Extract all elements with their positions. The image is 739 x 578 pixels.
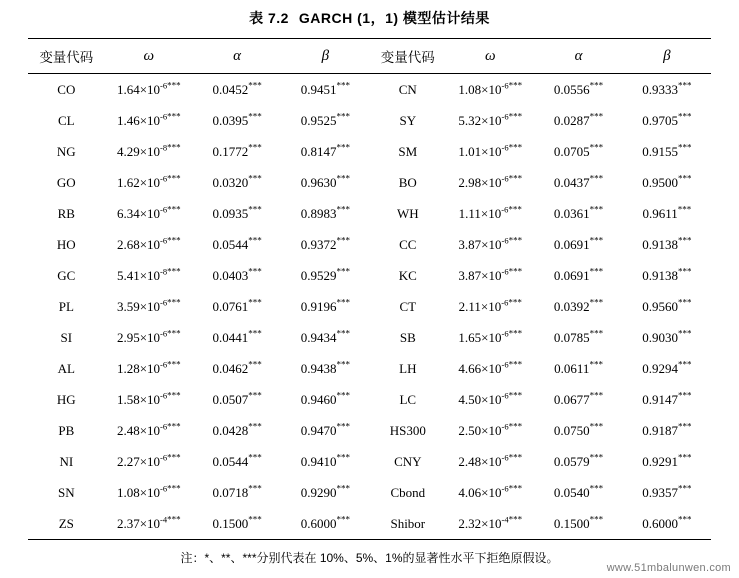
cell-left-code: PB — [58, 422, 75, 438]
table-row — [28, 446, 711, 477]
cell-right-alpha: 0.0705*** — [553, 142, 604, 159]
table-row — [28, 167, 711, 198]
cell-left-code: HO — [56, 236, 76, 252]
table-row — [28, 136, 711, 167]
cell-left-beta: 0.9410*** — [300, 452, 350, 469]
cell-right-omega: $5.32\times 10^{-6***}$ — [458, 111, 523, 128]
cell-right-alpha: 0.0392*** — [553, 297, 604, 314]
cell-right-omega: $2.32\times 10^{-4***}$ — [446, 508, 534, 540]
cell-left-omega: $2.68\times 10^{-6***}$ — [116, 235, 181, 252]
cell-right-alpha: 0.0785*** — [553, 328, 604, 345]
cell-left-alpha: 0.0441*** — [212, 328, 262, 345]
cell-left-code: HG — [56, 391, 76, 407]
cell-left-alpha: 0.0452*** — [212, 80, 262, 97]
watermark: www.51mbalunwen.com — [606, 562, 731, 574]
cell-right-beta: 0.9155*** — [642, 142, 692, 159]
cell-left-beta: 0.9438*** — [300, 359, 350, 376]
cell-right-beta: 0.9705*** — [642, 111, 692, 128]
cell-right-code: SM — [398, 143, 418, 159]
cell-left-beta: 0.9630*** — [300, 173, 350, 190]
table-header-row — [28, 39, 711, 74]
cell-left-omega: $2.27\times 10^{-6***}$ — [116, 452, 181, 469]
cell-left-alpha: 0.0462*** — [212, 359, 262, 376]
header-left-beta: β — [281, 39, 369, 74]
cell-right-code: Cbond — [390, 484, 426, 500]
cell-left-code: CO — [57, 81, 76, 97]
cell-right-code: BO — [398, 174, 417, 190]
cell-right-beta: 0.9291*** — [642, 452, 692, 469]
cell-right-beta: 0.9138*** — [642, 235, 692, 252]
cell-right-alpha: 0.0579*** — [553, 452, 604, 469]
cell-left-alpha: 0.0544*** — [212, 235, 262, 252]
cell-right-alpha: 0.0677*** — [553, 390, 604, 407]
cell-right-code: CT — [399, 298, 417, 314]
table-row — [28, 229, 711, 260]
cell-right-beta: 0.9187*** — [642, 421, 692, 438]
cell-left-omega: $3.59\times 10^{-6***}$ — [116, 297, 181, 314]
cell-left-beta: 0.9290*** — [300, 483, 350, 500]
cell-right-beta: 0.9294*** — [642, 359, 692, 376]
cell-left-beta: 0.6000*** — [281, 508, 369, 540]
cell-left-alpha: 0.0935*** — [212, 204, 262, 221]
table-row — [28, 477, 711, 508]
cell-left-beta: 0.9470*** — [300, 421, 350, 438]
cell-right-code: SY — [399, 112, 417, 128]
cell-right-omega: $3.87\times 10^{-6***}$ — [458, 266, 523, 283]
table-caption-text: GARCH (1，1) 模型估计结果 — [298, 10, 490, 26]
cell-right-alpha: 0.0361*** — [553, 204, 604, 221]
cell-right-omega: $4.06\times 10^{-6***}$ — [458, 483, 523, 500]
cell-right-omega: $2.48\times 10^{-6***}$ — [458, 452, 523, 469]
cell-right-code: SB — [399, 329, 416, 345]
cell-left-beta: 0.9372*** — [300, 235, 350, 252]
cell-right-code: LC — [399, 391, 417, 407]
cell-right-omega: $1.11\times 10^{-6***}$ — [458, 204, 522, 221]
cell-right-beta: 0.9560*** — [642, 297, 692, 314]
cell-left-omega: $1.64\times 10^{-6***}$ — [116, 80, 181, 97]
cell-right-beta: 0.9030*** — [642, 328, 692, 345]
cell-right-code: HS300 — [389, 422, 426, 438]
cell-left-omega: $1.58\times 10^{-6***}$ — [116, 390, 181, 407]
cell-left-alpha: 0.0428*** — [212, 421, 262, 438]
header-right-alpha: α — [534, 39, 622, 74]
cell-left-alpha: 0.0761*** — [212, 297, 262, 314]
cell-right-beta: 0.9500*** — [642, 173, 692, 190]
cell-right-beta: 0.9357*** — [642, 483, 692, 500]
header-right-omega: ω — [446, 39, 534, 74]
cell-left-beta: 0.9460*** — [300, 390, 350, 407]
table-row — [28, 322, 711, 353]
cell-right-omega: $2.98\times 10^{-6***}$ — [458, 173, 523, 190]
cell-right-beta: 0.9147*** — [642, 390, 692, 407]
cell-right-code: WH — [396, 205, 419, 221]
cell-right-alpha: 0.0611*** — [554, 359, 603, 376]
cell-left-alpha: 0.0718*** — [212, 483, 262, 500]
cell-left-code: AL — [57, 360, 75, 376]
cell-left-beta: 0.9196*** — [300, 297, 350, 314]
cell-left-omega: $1.08\times 10^{-6***}$ — [116, 483, 181, 500]
cell-right-beta: 0.9138*** — [642, 266, 692, 283]
cell-right-alpha: 0.0691*** — [553, 266, 604, 283]
cell-left-code: GC — [57, 267, 76, 283]
cell-left-code: CL — [58, 112, 75, 128]
cell-left-omega: $4.29\times 10^{-8***}$ — [116, 142, 181, 159]
table-row — [28, 198, 711, 229]
cell-left-beta: 0.8983*** — [300, 204, 350, 221]
header-left-code: 变量代码 — [28, 39, 105, 74]
cell-right-omega: $2.50\times 10^{-6***}$ — [458, 421, 523, 438]
cell-left-beta: 0.9525*** — [300, 111, 350, 128]
cell-right-alpha: 0.0750*** — [553, 421, 604, 438]
cell-right-code: CN — [398, 81, 417, 97]
cell-right-code: Shibor — [369, 508, 446, 540]
cell-left-code: ZS — [28, 508, 105, 540]
table-row — [28, 384, 711, 415]
cell-right-alpha: 0.0556*** — [553, 80, 604, 97]
cell-left-omega: $1.62\times 10^{-6***}$ — [116, 173, 181, 190]
table-body — [28, 74, 711, 540]
cell-left-alpha: 0.1772*** — [212, 142, 262, 159]
table-row — [28, 74, 711, 106]
cell-right-omega: $4.50\times 10^{-6***}$ — [458, 390, 523, 407]
header-right-beta: β — [623, 39, 711, 74]
cell-left-beta: 0.8147*** — [300, 142, 350, 159]
cell-right-beta: 0.6000*** — [623, 508, 711, 540]
table-row — [28, 508, 711, 540]
cell-right-omega: $4.66\times 10^{-6***}$ — [458, 359, 523, 376]
cell-left-alpha: 0.0507*** — [212, 390, 262, 407]
cell-right-code: KC — [398, 267, 417, 283]
table-row — [28, 291, 711, 322]
cell-left-alpha: 0.1500*** — [193, 508, 281, 540]
header-left-alpha: α — [193, 39, 281, 74]
cell-left-code: RB — [57, 205, 75, 221]
cell-left-code: SN — [58, 484, 75, 500]
cell-left-beta: 0.9529*** — [300, 266, 350, 283]
cell-left-omega: $2.95\times 10^{-6***}$ — [116, 328, 181, 345]
header-left-omega: ω — [105, 39, 193, 74]
table-row — [28, 105, 711, 136]
cell-right-code: LH — [399, 360, 417, 376]
cell-right-omega: $1.08\times 10^{-6***}$ — [458, 80, 523, 97]
cell-right-alpha: 0.0437*** — [553, 173, 604, 190]
cell-left-code: PL — [58, 298, 74, 314]
cell-right-alpha: 0.0691*** — [553, 235, 604, 252]
cell-left-omega: $1.28\times 10^{-6***}$ — [116, 359, 181, 376]
cell-right-alpha: 0.0540*** — [553, 483, 604, 500]
cell-left-omega: $1.46\times 10^{-6***}$ — [116, 111, 181, 128]
table-row — [28, 415, 711, 446]
cell-left-code: GO — [56, 174, 76, 190]
cell-right-code: CC — [399, 236, 417, 252]
cell-right-alpha: 0.1500*** — [534, 508, 622, 540]
table-caption-number: 表 7.2 — [249, 10, 289, 26]
cell-left-omega: $6.34\times 10^{-6***}$ — [116, 204, 181, 221]
cell-left-alpha: 0.0320*** — [212, 173, 262, 190]
cell-left-code: NG — [56, 143, 76, 159]
cell-right-alpha: 0.0287*** — [553, 111, 604, 128]
cell-left-beta: 0.9434*** — [300, 328, 350, 345]
cell-right-omega: $1.01\times 10^{-6***}$ — [458, 142, 523, 159]
cell-right-omega: $1.65\times 10^{-6***}$ — [458, 328, 523, 345]
cell-right-beta: 0.9611*** — [642, 204, 692, 221]
garch-results-table — [28, 38, 711, 540]
cell-left-omega: $2.48\times 10^{-6***}$ — [116, 421, 181, 438]
cell-left-code: NI — [59, 453, 74, 469]
cell-right-code: CNY — [394, 453, 422, 469]
table-note: 注：*、**、***分别代表在 10%、5%、1%的显著性水平下拒绝原假设。 — [180, 551, 559, 565]
cell-left-alpha: 0.0403*** — [212, 266, 262, 283]
cell-left-code: SI — [60, 329, 73, 345]
cell-left-omega: $2.37\times 10^{-4***}$ — [105, 508, 193, 540]
header-right-code: 变量代码 — [369, 39, 446, 74]
cell-left-alpha: 0.0395*** — [212, 111, 262, 128]
table-row — [28, 260, 711, 291]
cell-left-beta: 0.9451*** — [300, 80, 350, 97]
cell-left-alpha: 0.0544*** — [212, 452, 262, 469]
cell-right-omega: $3.87\times 10^{-6***}$ — [458, 235, 523, 252]
table-row — [28, 353, 711, 384]
cell-left-omega: $5.41\times 10^{-8***}$ — [116, 266, 181, 283]
cell-right-beta: 0.9333*** — [642, 80, 692, 97]
cell-right-omega: $2.11\times 10^{-6***}$ — [458, 297, 522, 314]
table-caption — [0, 0, 739, 38]
